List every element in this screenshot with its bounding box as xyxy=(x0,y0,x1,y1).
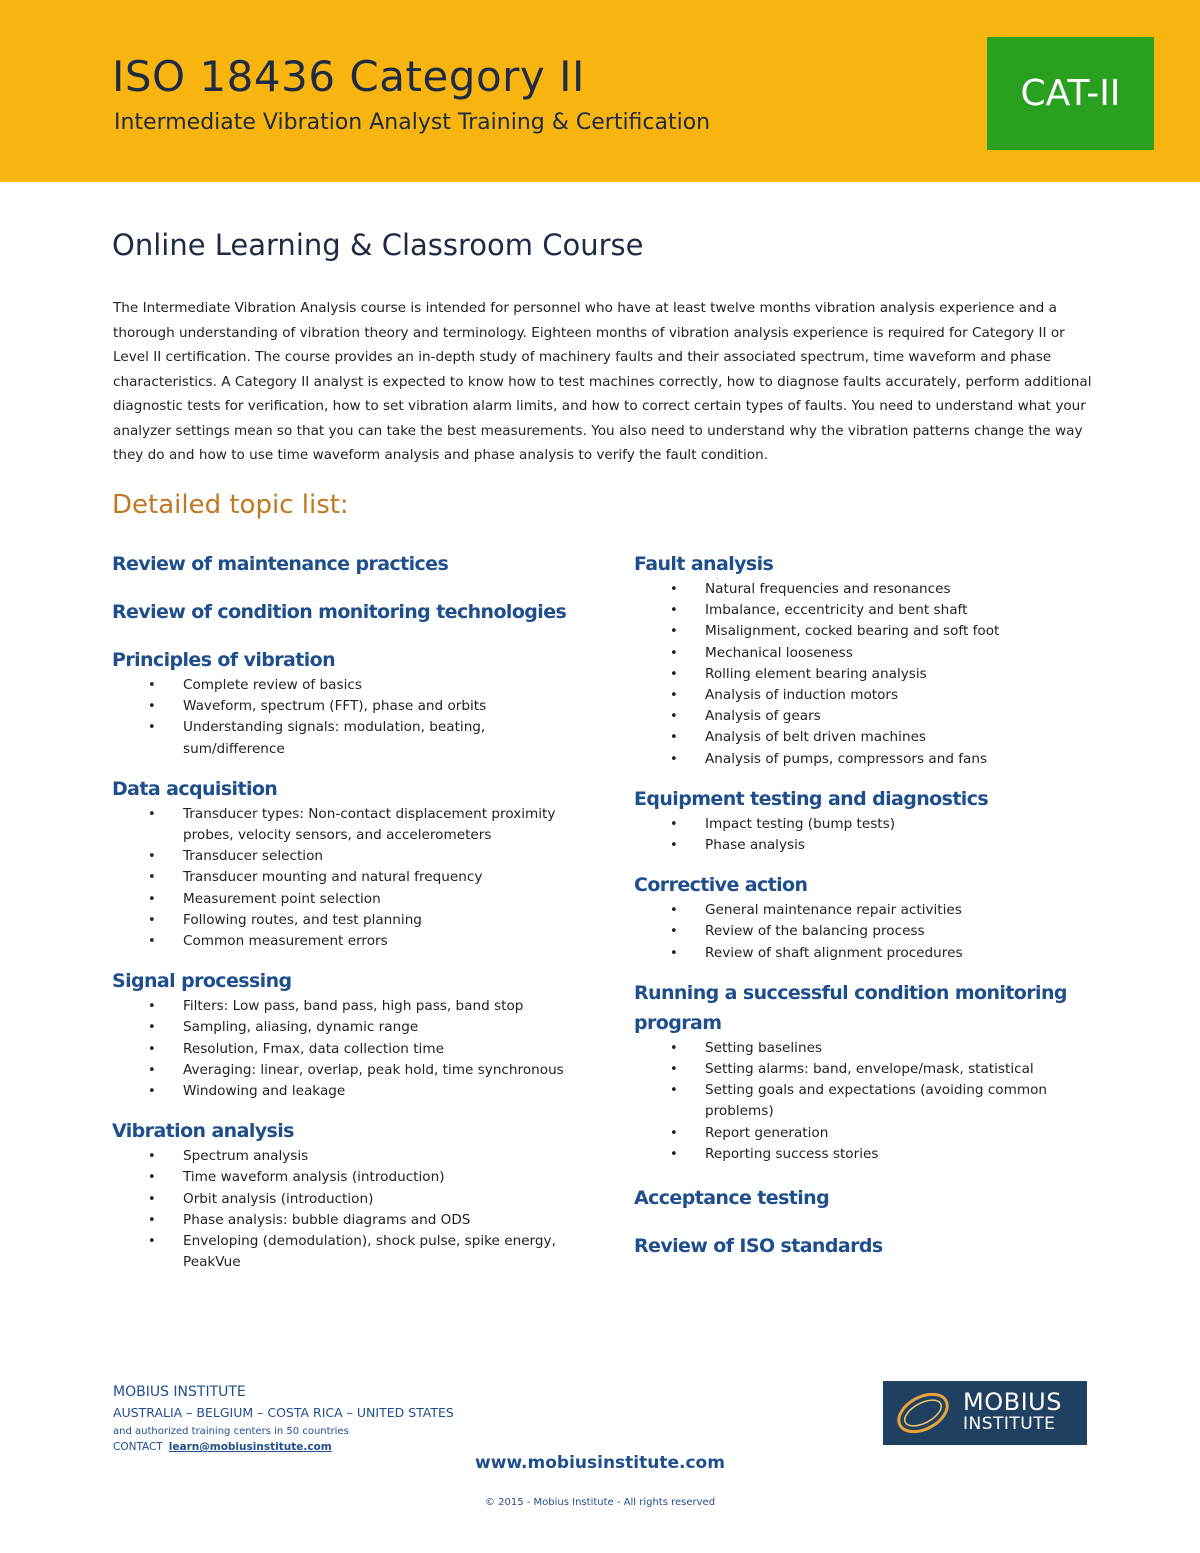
topic-title: Vibration analysis xyxy=(112,1120,294,1143)
list-item: • Setting alarms: band, envelope/mask, statistical xyxy=(670,1059,1074,1080)
topic-list xyxy=(148,1146,572,1273)
list-item: • Sampling, aliasing, dynamic range xyxy=(148,1017,572,1038)
intro-paragraph: The Intermediate Vibration Analysis course is intended for personnel who have at least twelve months vibration analysis experience and a thorough understanding of vibration theory and terminology. Eighteen months of vibration analysis experience is required for Category II or Level II certification. The course provides an in-depth study of machinery faults and their associated spectrum, time waveform and phase characteristics. A Category II analyst is expected to know how to test machines correctly, how to diagnose faults accurately, perform additional diagnostic tests for verification, how to set vibration alarm limits, and how to correct certain types of faults. You need to understand what your analyzer settings mean so that you can take the best measurements. You also need to understand why the vibration patterns change the way they do and how to use time waveform analysis and phase analysis to verify the fault condition. xyxy=(113,300,1092,463)
list-item: • Review of the balancing process xyxy=(670,921,1074,942)
topic-column-left xyxy=(112,549,572,1273)
list-item: • Enveloping (demodulation), shock pulse, spike energy, PeakVue xyxy=(148,1231,572,1273)
footer-org-name: MOBIUS INSTITUTE xyxy=(113,1384,246,1400)
topic-list xyxy=(670,814,1074,856)
list-item: • Following routes, and test planning xyxy=(148,910,572,931)
topic-column-right xyxy=(634,549,1074,1261)
mobius-logo xyxy=(883,1381,1087,1445)
list-item: • Transducer selection xyxy=(148,846,572,867)
list-item: • Complete review of basics xyxy=(148,675,572,696)
topic-title: Review of ISO standards xyxy=(634,1235,883,1258)
topic-list xyxy=(148,804,572,952)
topic-title: Principles of vibration xyxy=(112,649,336,671)
topic-title: Equipment testing and diagnostics xyxy=(634,787,989,810)
mobius-ring-icon xyxy=(889,1385,957,1441)
logo-text-line1: MOBIUS xyxy=(963,1388,1062,1416)
topics-heading: Detailed topic list: xyxy=(112,490,349,520)
list-item: • Misalignment, cocked bearing and soft foot xyxy=(670,621,1074,642)
category-badge: CAT-II xyxy=(987,37,1154,150)
topic-title: Review of maintenance practices xyxy=(112,553,449,575)
list-item: • Filters: Low pass, band pass, high pass, band stop xyxy=(148,996,572,1017)
list-item: • Understanding signals: modulation, beating, sum/difference xyxy=(148,717,572,759)
list-item: • Setting goals and expectations (avoiding common problems) xyxy=(670,1080,1074,1122)
page-subtitle: Intermediate Vibration Analyst Training & Certification xyxy=(114,110,711,135)
list-item: • General maintenance repair activities xyxy=(670,900,1074,921)
list-item: • Setting baselines xyxy=(670,1038,1074,1059)
list-item: • Impact testing (bump tests) xyxy=(670,814,1074,835)
list-item: • Rolling element bearing analysis xyxy=(670,664,1074,685)
list-item: • Natural frequencies and resonances xyxy=(670,579,1074,600)
contact-label: CONTACT xyxy=(113,1441,163,1453)
header-banner xyxy=(0,0,1200,182)
footer-network: and authorized training centers in 50 countries xyxy=(113,1426,349,1437)
topic-title: Fault analysis xyxy=(634,553,774,575)
copyright-notice: © 2015 - Mobius Institute - All rights reserved xyxy=(484,1497,716,1508)
list-item: • Imbalance, eccentricity and bent shaft xyxy=(670,600,1074,621)
topic-title: Corrective action xyxy=(634,874,808,897)
topic-list xyxy=(670,1038,1074,1165)
footer-locations: AUSTRALIA – BELGIUM – COSTA RICA – UNITED STATES xyxy=(113,1405,454,1420)
topic-list xyxy=(148,675,572,760)
topic-list xyxy=(670,900,1074,964)
topic-list xyxy=(670,579,1074,770)
website-link[interactable]: www.mobiusinstitute.com xyxy=(475,1453,725,1473)
list-item: • Transducer types: Non-contact displacement proximity probes, velocity sensors, and accelerometers xyxy=(148,804,572,846)
topic-title: Data acquisition xyxy=(112,777,278,800)
list-item: • Phase analysis: bubble diagrams and ODS xyxy=(148,1210,572,1231)
list-item: • Phase analysis xyxy=(670,835,1074,856)
section-title: Online Learning & Classroom Course xyxy=(112,228,644,262)
topic-title: Review of condition monitoring technologies xyxy=(112,601,567,623)
logo-text-line2: INSTITUTE xyxy=(963,1414,1056,1434)
topic-title: Signal processing xyxy=(112,970,292,993)
list-item: • Mechanical looseness xyxy=(670,643,1074,664)
list-item: • Analysis of gears xyxy=(670,706,1074,727)
list-item: • Averaging: linear, overlap, peak hold, time synchronous xyxy=(148,1060,572,1081)
list-item: • Common measurement errors xyxy=(148,931,572,952)
list-item: • Time waveform analysis (introduction) xyxy=(148,1167,572,1188)
list-item: • Spectrum analysis xyxy=(148,1146,572,1167)
topic-title: Acceptance testing xyxy=(634,1187,830,1210)
list-item: • Transducer mounting and natural frequency xyxy=(148,867,572,888)
list-item: • Analysis of belt driven machines xyxy=(670,727,1074,748)
contact-email-link[interactable]: learn@mobiusinstitute.com xyxy=(168,1441,332,1453)
list-item: • Measurement point selection xyxy=(148,889,572,910)
list-item: • Report generation xyxy=(670,1123,1074,1144)
footer-contact xyxy=(113,1440,454,1454)
list-item: • Review of shaft alignment procedures xyxy=(670,943,1074,964)
page-title: ISO 18436 Category II xyxy=(112,52,585,101)
topic-title: Running a successful condition monitoring program xyxy=(634,981,1067,1034)
list-item: • Resolution, Fmax, data collection time xyxy=(148,1039,572,1060)
list-item: • Analysis of induction motors xyxy=(670,685,1074,706)
list-item: • Windowing and leakage xyxy=(148,1081,572,1102)
list-item: • Waveform, spectrum (FFT), phase and orbits xyxy=(148,696,572,717)
list-item: • Reporting success stories xyxy=(670,1144,1074,1165)
topic-list xyxy=(148,996,572,1102)
list-item: • Orbit analysis (introduction) xyxy=(148,1189,572,1210)
list-item: • Analysis of pumps, compressors and fans xyxy=(670,749,1074,770)
footer-contact-block xyxy=(113,1383,454,1454)
